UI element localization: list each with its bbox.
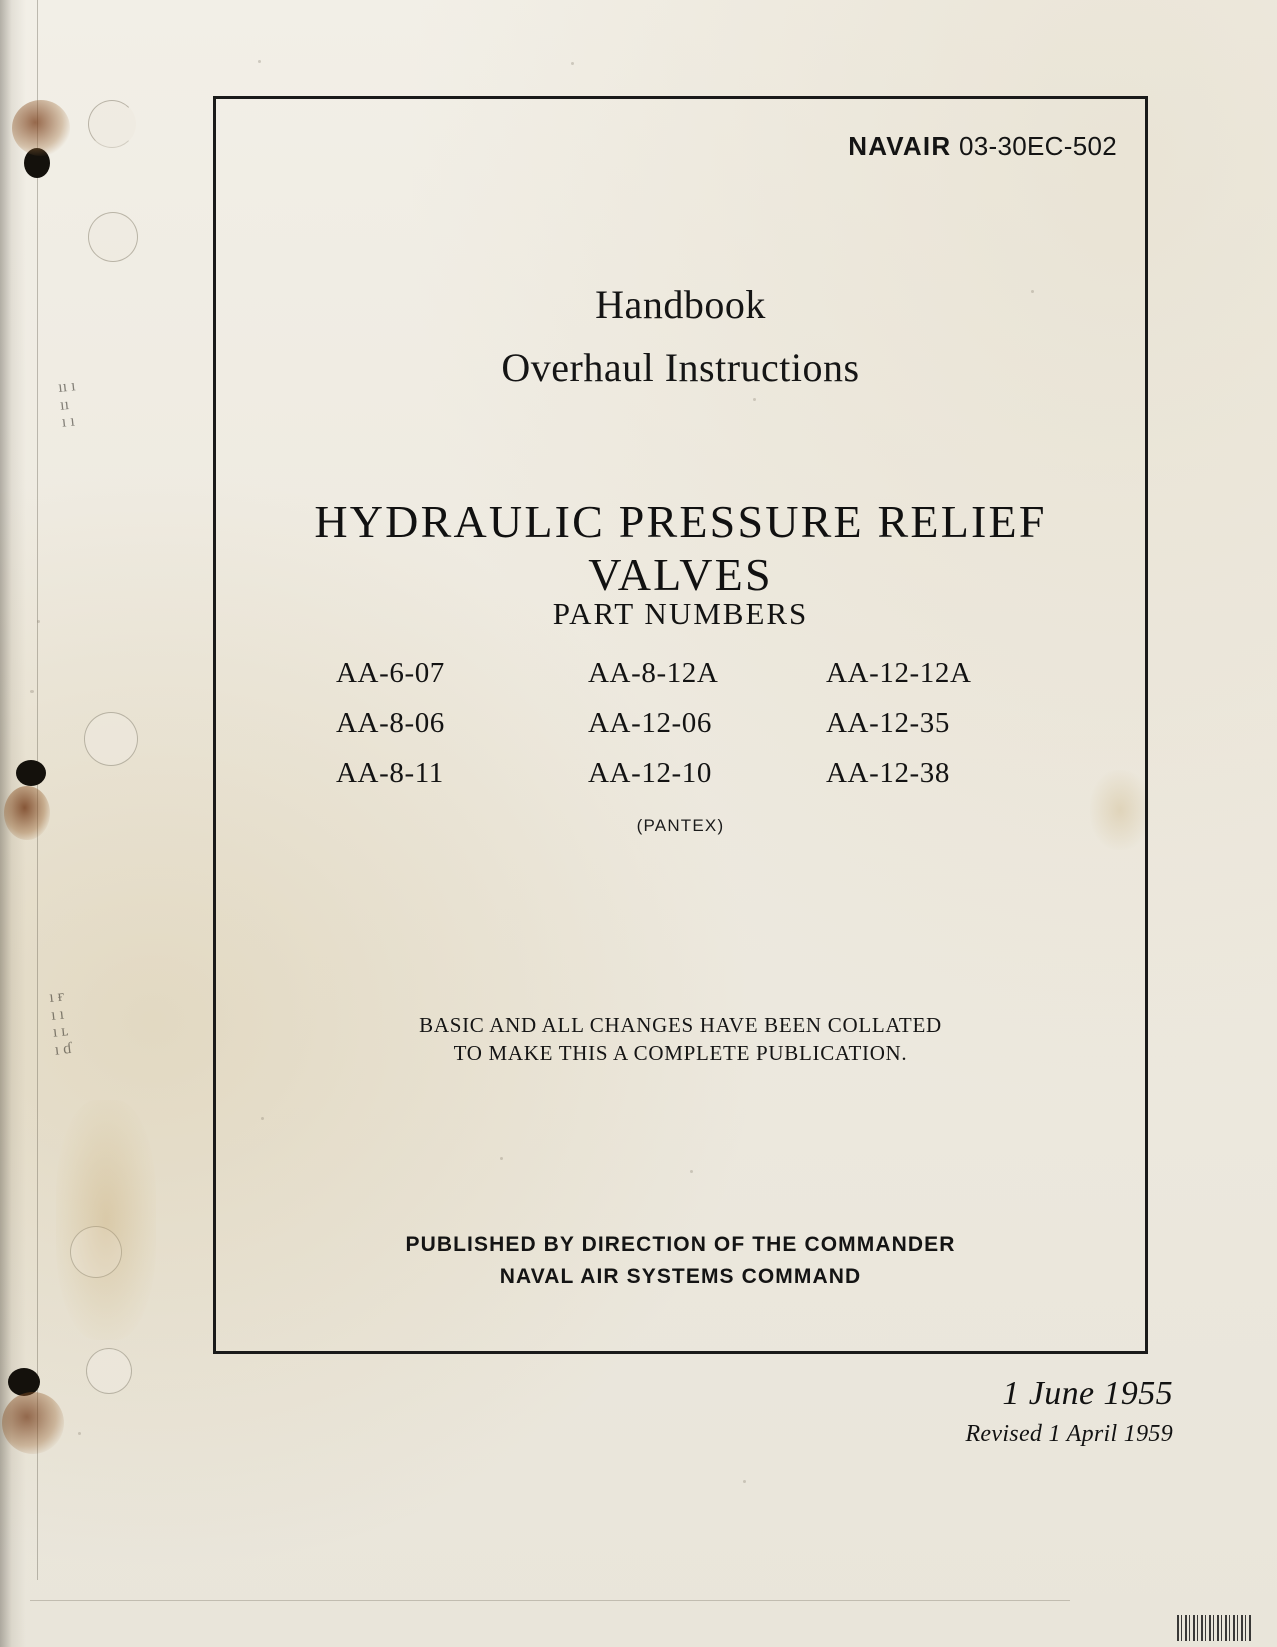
- paper-speckle: [743, 1480, 746, 1483]
- part-number-cell: AA-12-35: [826, 707, 951, 739]
- rust-stain: [4, 786, 50, 840]
- punch-hole: [84, 712, 138, 766]
- barcode-mark: [1177, 1615, 1251, 1641]
- part-number-cell: AA-6-07: [336, 657, 445, 689]
- scan-bottom-line: [30, 1600, 1070, 1601]
- part-number-cell: AA-12-06: [588, 707, 713, 739]
- title-page-border: [213, 96, 1148, 1354]
- punch-hole: [86, 1348, 132, 1394]
- title-page-content: [216, 99, 1145, 1351]
- paper-speckle: [571, 62, 574, 65]
- part-number-cell: AA-12-10: [588, 757, 713, 789]
- paper-speckle: [37, 620, 40, 623]
- table-row: [336, 749, 1036, 799]
- handbook-heading: Handbook: [595, 282, 766, 327]
- collation-note: [216, 1011, 1145, 1068]
- manufacturer-label: (PANTEX): [636, 816, 725, 835]
- ink-smudge: [16, 760, 46, 786]
- pencil-annotation: ı ғ ı ı ı ʟ ı ɗ: [48, 987, 73, 1059]
- publisher-line2: NAVAL AIR SYSTEMS COMMAND: [499, 1264, 862, 1288]
- part-number-cell: AA-8-06: [336, 707, 445, 739]
- pencil-annotation: ıı ı ıı ı ı: [57, 377, 77, 431]
- overhaul-subtitle: Overhaul Instructions: [501, 345, 860, 390]
- publication-date: 1 June 1955: [1002, 1375, 1173, 1412]
- document-title: HYDRAULIC PRESSURE RELIEF VALVES: [314, 496, 1047, 600]
- navair-document-number: [848, 131, 1117, 162]
- publisher-line1: PUBLISHED BY DIRECTION OF THE COMMANDER: [405, 1233, 956, 1256]
- punch-hole: [88, 100, 136, 148]
- table-row: [336, 699, 1036, 749]
- paper-speckle: [258, 60, 261, 63]
- part-numbers-heading: PART NUMBERS: [552, 596, 809, 631]
- revision-date: Revised 1 April 1959: [965, 1421, 1173, 1447]
- part-numbers-table: [336, 649, 1036, 799]
- collation-note-line1: BASIC AND ALL CHANGES HAVE BEEN COLLATED: [419, 1013, 942, 1037]
- rust-stain: [12, 100, 70, 156]
- part-number-cell: AA-8-11: [336, 757, 444, 789]
- punch-hole: [88, 212, 138, 262]
- table-row: [336, 649, 1036, 699]
- publisher-block: [216, 1229, 1145, 1292]
- rust-stain: [2, 1392, 64, 1454]
- date-block: [965, 1375, 1173, 1448]
- part-number-cell: AA-8-12A: [588, 657, 719, 689]
- paper-speckle: [30, 690, 34, 693]
- part-number-cell: AA-12-38: [826, 757, 951, 789]
- paper-speckle: [78, 1432, 81, 1435]
- navair-label: NAVAIR: [848, 131, 952, 161]
- paper-stain: [56, 1100, 156, 1340]
- part-number-cell: AA-12-12A: [826, 657, 972, 689]
- navair-number: 03-30EC-502: [959, 131, 1117, 161]
- collation-note-line2: TO MAKE THIS A COMPLETE PUBLICATION.: [453, 1041, 908, 1066]
